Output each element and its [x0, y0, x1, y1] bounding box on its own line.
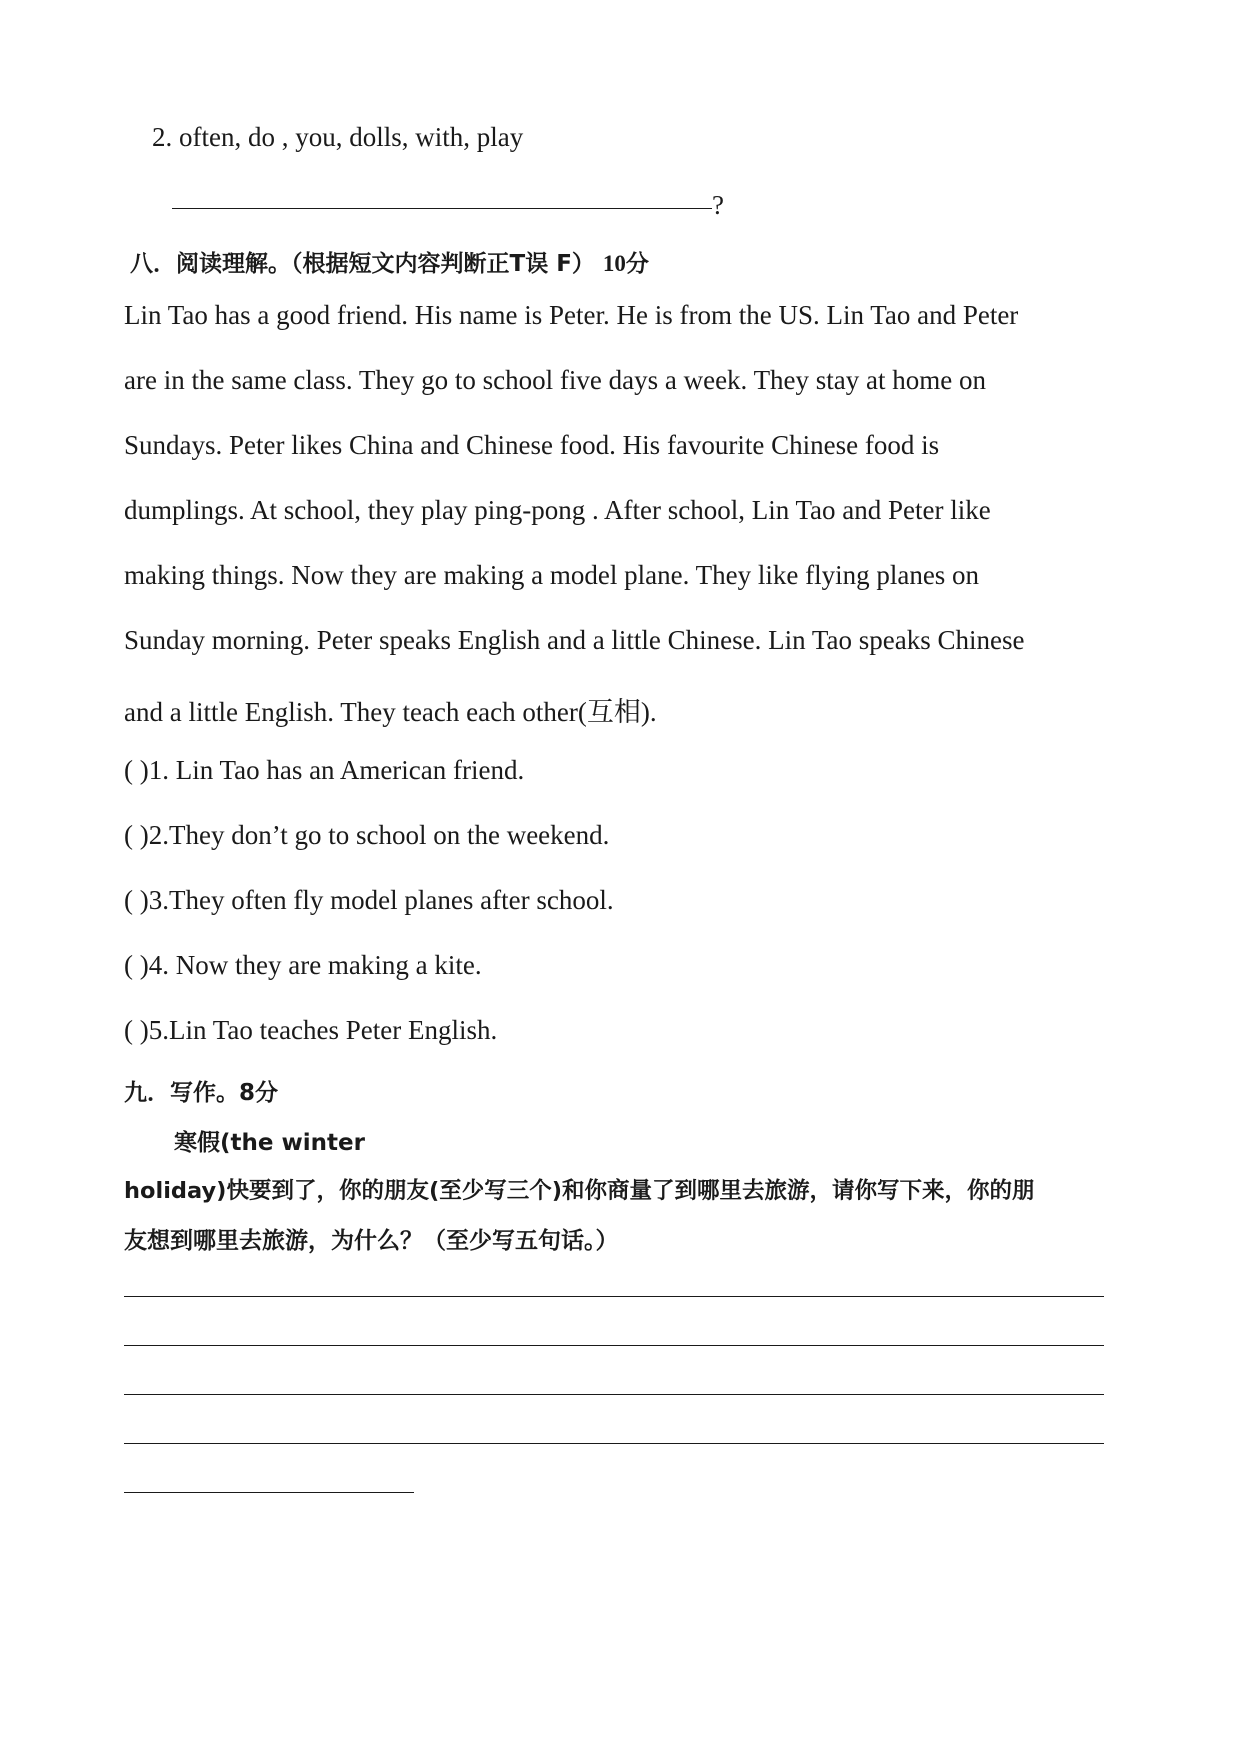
writing-line-5[interactable]: [124, 1492, 414, 1493]
passage-line-7: and a little English. They teach each other(互相).: [124, 697, 657, 727]
writing-prompt-line-2: holiday)快要到了，你的朋友(至少写三个)和你商量了到哪里去旅游，请你写下来，你的朋: [124, 1178, 1035, 1204]
passage-line-3: Sundays. Peter likes China and Chinese food. His favourite Chinese food is: [124, 430, 940, 460]
question-2: 2. often, do , you, dolls, with, play: [152, 122, 524, 152]
statement-4[interactable]: ( )4. Now they are making a kite.: [124, 950, 482, 980]
writing-prompt-line-1: 寒假(the winter: [174, 1130, 365, 1156]
statement-5[interactable]: ( )5.Lin Tao teaches Peter English.: [124, 1015, 498, 1045]
section-9-title: 九．写作。8分: [124, 1080, 279, 1106]
statement-2[interactable]: ( )2.They don’t go to school on the weekend.: [124, 820, 610, 850]
passage-line-4: dumplings. At school, they play ping-pong . After school, Lin Tao and Peter like: [124, 495, 991, 525]
writing-line-1[interactable]: [124, 1296, 1104, 1297]
answer-line-q2[interactable]: [172, 208, 712, 209]
writing-line-4[interactable]: [124, 1443, 1104, 1444]
passage-line-2: are in the same class. They go to school five days a week. They stay at home on: [124, 365, 987, 395]
section-8-heading: [130, 245, 649, 278]
writing-line-3[interactable]: [124, 1394, 1104, 1395]
question-mark: ?: [712, 190, 724, 220]
statement-3[interactable]: ( )3.They often fly model planes after school.: [124, 885, 614, 915]
passage-line-1: Lin Tao has a good friend. His name is Peter. He is from the US. Lin Tao and Peter: [124, 300, 1019, 330]
passage-line-5: making things. Now they are making a model plane. They like flying planes on: [124, 560, 980, 590]
section-8-title: 八．阅读理解。（根据短文内容判断正T误 F）: [130, 251, 603, 277]
section-8-score: 10分: [602, 251, 649, 276]
writing-line-2[interactable]: [124, 1345, 1104, 1346]
passage-line-6: Sunday morning. Peter speaks English and a little Chinese. Lin Tao speaks Chinese: [124, 625, 1025, 655]
statement-1[interactable]: ( )1. Lin Tao has an American friend.: [124, 755, 525, 785]
writing-prompt-line-3: 友想到哪里去旅游，为什么？（至少写五句话。）: [124, 1228, 619, 1254]
